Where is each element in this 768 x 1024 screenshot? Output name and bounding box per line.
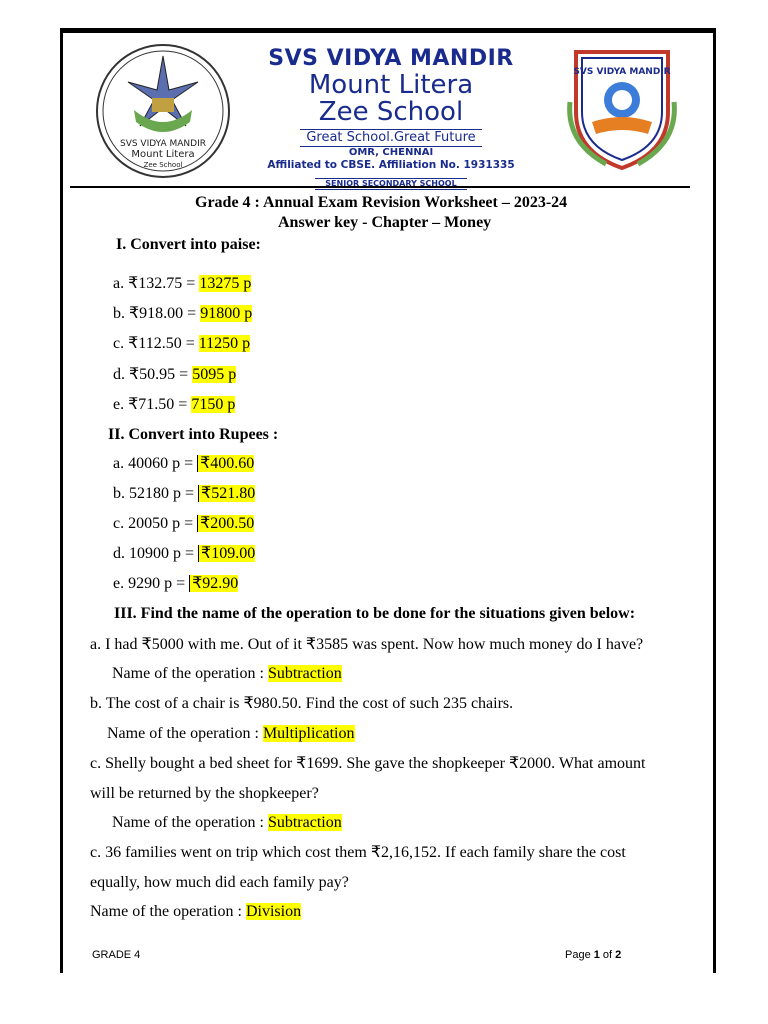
section1-item-a	[113, 274, 251, 294]
school-header	[66, 38, 706, 188]
question-text: a. 40060 p =	[113, 455, 198, 472]
section3-question-b: b. The cost of a chair is ₹980.50. Find the cost of such 235 chairs.	[90, 695, 514, 712]
answer-highlight: ₹109.00	[198, 545, 255, 562]
footer-grade: GRADE 4	[92, 949, 141, 961]
answer-highlight: 13275 p	[199, 275, 252, 292]
section2-item-c	[113, 514, 254, 534]
section2-item-e	[113, 574, 238, 594]
question-text: e. 9290 p =	[113, 575, 190, 592]
right-logo-text: SVS VIDYA MANDIR	[573, 67, 671, 77]
answer-highlight: Subtraction	[267, 665, 342, 682]
operation-label: Name of the operation :	[112, 665, 268, 682]
section3-question-c-line2: will be returned by the shopkeeper?	[90, 785, 319, 802]
worksheet-subtitle: Answer key - Chapter – Money	[278, 214, 492, 231]
header-divider	[70, 186, 690, 188]
worksheet-title: Grade 4 : Annual Exam Revision Worksheet – 2023-24	[195, 194, 568, 211]
left-logo-text3: Zee School	[143, 161, 183, 169]
page-prefix: Page	[565, 949, 594, 961]
answer-highlight: ₹92.90	[189, 575, 238, 592]
section2-item-a	[113, 454, 254, 474]
section3-question-a: a. I had ₹5000 with me. Out of it ₹3585 was spent. Now how much money do I have?	[90, 636, 644, 653]
answer-highlight: 5095 p	[192, 366, 237, 383]
section1-item-c	[113, 334, 250, 354]
school-name-block	[241, 46, 541, 188]
question-text: b. ₹918.00 =	[113, 305, 201, 322]
section3-answer-d	[90, 902, 301, 922]
question-text: a. ₹132.75 =	[113, 275, 200, 292]
operation-label: Name of the operation :	[112, 814, 268, 831]
operation-label: Name of the operation :	[90, 903, 246, 920]
answer-highlight: Multiplication	[262, 725, 355, 742]
question-text: d. 10900 p =	[113, 545, 199, 562]
school-affiliation: Affiliated to CBSE. Affiliation No. 1931335	[267, 159, 515, 171]
page-current: 1	[593, 949, 600, 961]
section1-item-b	[113, 304, 252, 324]
school-location: OMR, CHENNAI	[348, 147, 434, 158]
school-tagline: Great School.Great Future	[300, 129, 481, 147]
page-mid: of	[599, 949, 616, 961]
operation-label: Name of the operation :	[107, 725, 263, 742]
section2-heading: II. Convert into Rupees :	[108, 426, 279, 443]
answer-highlight: 11250 p	[198, 335, 251, 352]
answer-highlight: ₹521.80	[198, 485, 255, 502]
section3-question-c-line1: c. Shelly bought a bed sheet for ₹1699. She gave the shopkeeper ₹2000. What amount	[90, 755, 646, 772]
school-emblem-right-logo	[556, 42, 688, 174]
page-total: 2	[615, 949, 622, 961]
question-text: b. 52180 p =	[113, 485, 199, 502]
answer-highlight: ₹200.50	[197, 515, 254, 532]
section3-answer-b	[107, 724, 355, 744]
left-logo-text1: SVS VIDYA MANDIR	[119, 139, 207, 149]
section3-question-d-line2: equally, how much did each family pay?	[90, 874, 349, 891]
section3-answer-a	[112, 664, 342, 684]
section3-heading: III. Find the name of the operation to be done for the situations given below:	[114, 605, 636, 622]
section3-answer-c	[112, 813, 342, 833]
section2-item-d	[113, 544, 255, 564]
school-level: SENIOR SECONDARY SCHOOL	[315, 178, 466, 190]
question-text: d. ₹50.95 =	[113, 366, 193, 383]
section1-item-d	[113, 365, 236, 385]
answer-highlight: 7150 p	[191, 396, 236, 413]
section3-question-d-line1: c. 36 families went on trip which cost them ₹2,16,152. If each family share the cost	[90, 844, 626, 861]
answer-highlight: 91800 p	[200, 305, 253, 322]
section1-item-e	[113, 395, 235, 415]
answer-highlight: Subtraction	[267, 814, 342, 831]
school-name-line1: SVS VIDYA MANDIR	[268, 46, 514, 71]
answer-highlight: Division	[245, 903, 302, 920]
school-name-line2: Mount Litera	[308, 70, 474, 100]
school-name-line3: Zee School	[318, 97, 464, 127]
answer-highlight: ₹400.60	[197, 455, 254, 472]
left-logo-text2: Mount Litera	[131, 149, 195, 160]
question-text: c. 20050 p =	[113, 515, 198, 532]
footer-page-number	[565, 948, 621, 962]
section1-heading: I. Convert into paise:	[116, 236, 261, 253]
section2-item-b	[113, 484, 255, 504]
school-emblem-left-logo	[94, 42, 232, 180]
question-text: c. ₹112.50 =	[113, 335, 199, 352]
question-text: e. ₹71.50 =	[113, 396, 192, 413]
